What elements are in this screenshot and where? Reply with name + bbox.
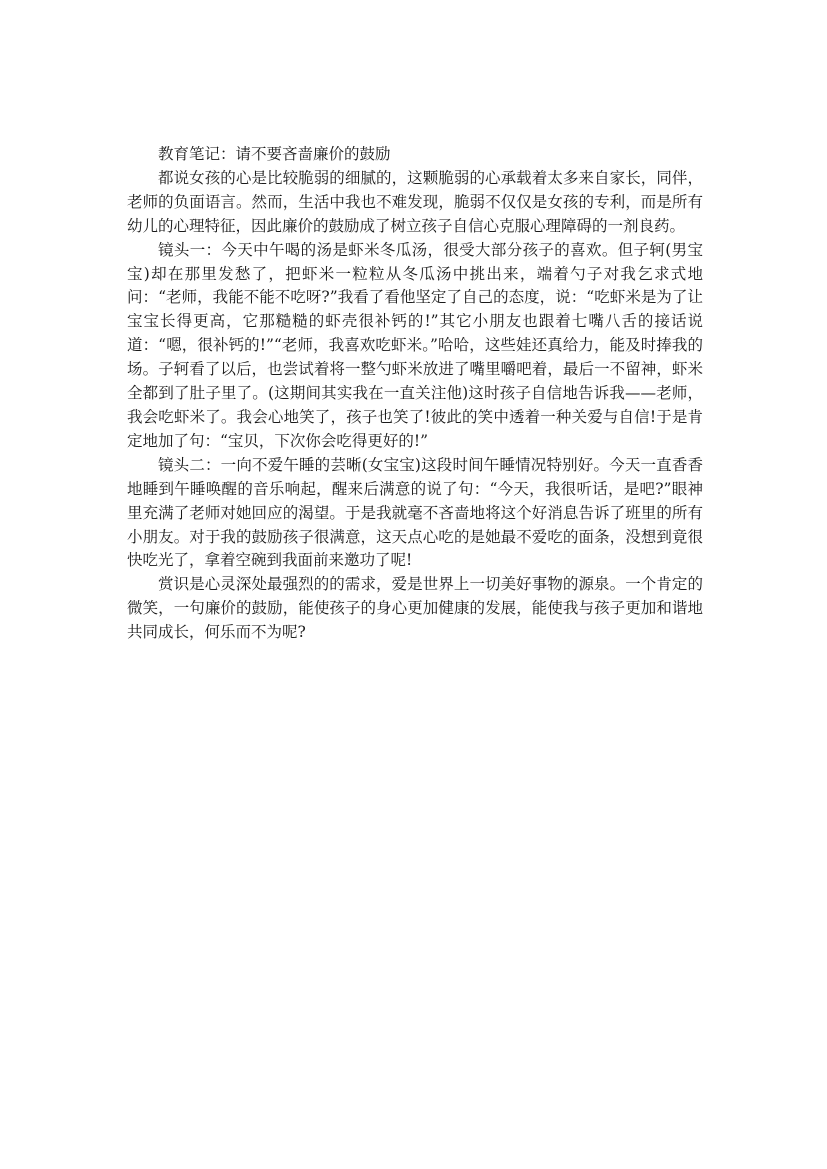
paragraph-conclusion: 赏识是心灵深处最强烈的的需求，爱是世界上一切美好事物的源泉。一个肯定的微笑，一句廉价的鼓励，能使孩子的身心更加健康的发展，能使我与孩子更加和谐地共同成长，何乐而不为呢? bbox=[127, 575, 703, 642]
paragraph-scene-one: 镜头一：今天中午喝的汤是虾米冬瓜汤，很受大部分孩子的喜欢。但子轲(男宝宝)却在那里发愁了，把虾米一粒粒从冬瓜汤中挑出来，端着勺子对我乞求式地问：“老师，我能不能不吃呀?”我看了看他坚定了自己的态度，说：“吃虾米是为了让宝宝长得更高，它那糙糙的虾壳很补钙的!”其它小朋友也跟着七嘴八舌的接话说道：“嗯，很补钙的!”“老师，我喜欢吃虾米。”哈哈，这些娃还真给力，能及时捧我的场。子轲看了以后，也尝试着将一整勺虾米放进了嘴里嚼吧着，最后一不留神，虾米全都到了肚子里了。(这期间其实我在一直关注他)这时孩子自信地告诉我——老师，我会吃虾米了。我会心地笑了，孩子也笑了!彼此的笑中透着一种关爱与自信!于是肯定地加了句：“宝贝，下次你会吃得更好的!” bbox=[127, 240, 703, 450]
document-title: 教育笔记：请不要吝啬廉价的鼓励 bbox=[158, 145, 391, 163]
paragraph-scene-two: 镜头二：一向不爱午睡的芸晰(女宝宝)这段时间午睡情况特别好。今天一直香香地睡到午睡唤醒的音乐响起，醒来后满意的说了句：“今天，我很听话，是吧?”眼神里充满了老师对她回应的渴望。于是我就毫不吝啬地将这个好消息告诉了班里的所有小朋友。对于我的鼓励孩子很满意，这天点心吃的是她最不爱吃的面条，没想到竟很快吃光了，拿着空碗到我面前来邀功了呢! bbox=[127, 455, 703, 570]
document-body bbox=[127, 143, 703, 645]
paragraph-intro: 都说女孩的心是比较脆弱的细腻的，这颗脆弱的心承载着太多来自家长，同伴，老师的负面语言。然而，生活中我也不难发现，脆弱不仅仅是女孩的专利，而是所有幼儿的心理特征，因此廉价的鼓励成了树立孩子自信心克服心理障碍的一剂良药。 bbox=[127, 168, 703, 235]
